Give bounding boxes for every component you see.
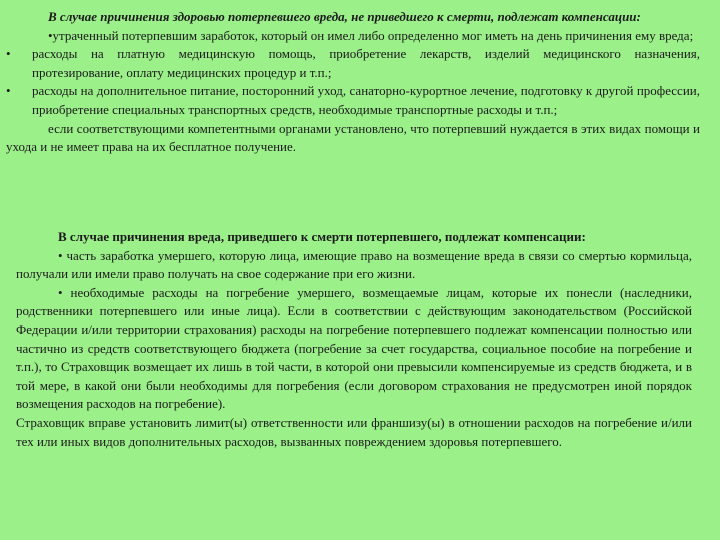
- section1-heading: В случае причинения здоровью потерпевшего вреда, не приведшего к смерти, подлежат компенсации:: [48, 9, 641, 24]
- section1-list-item: [6, 45, 700, 82]
- section1-lead-item: •утраченный потерпевшим заработок, который он имел либо определенно мог иметь на день причинения ему вреда;: [48, 27, 694, 43]
- bullet-icon: •: [6, 46, 11, 62]
- section1-closing: если соответствующими компетентными органами установлено, что потерпевший нуждается в этих видах помощи и ухода и не имеет права на их бесплатное получение.: [6, 120, 700, 155]
- section-injury-compensation: [6, 8, 700, 157]
- section-death-compensation: [16, 228, 692, 451]
- section2-item-funeral: • необходимые расходы на погребение умершего, возмещаемые лицам, которые их понесли (наследники, родственники потерпевшего или иные лица). Если в соответствии с действующим законодательством (Российской Федерации и/или территории страхования) расходы на погребение потерпевшего подлежат компенсации полностью или частично из средств соответствующего бюджета (погребение за счет государства, социальное пособие на погребение и т.п.), то Страховщик возмещает их лишь в той части, в которой они превысили компенсируемые из средств бюджета, и в той мере, в какой они были необходимы для погребения (если договором страхования не предусмотрен иной порядок возмещения расходов на погребение).: [16, 284, 692, 412]
- bullet-icon: •: [6, 83, 11, 99]
- section2-heading: В случае причинения вреда, приведшего к смерти потерпевшего, подлежат компенсации:: [58, 229, 586, 244]
- section2-closing: Страховщик вправе установить лимит(ы) ответственности или франшизу(ы) в отношении расходов на погребение и/или тех или иных видов дополнительных расходов, вызванных повреждением здоровья потерпевшего.: [16, 414, 692, 449]
- section1-item-text: расходы на платную медицинскую помощь, приобретение лекарств, изделий медицинского назначения, протезирование, оплату медицинских процедур и т.п.;: [32, 46, 700, 80]
- section1-list-item: [6, 82, 700, 119]
- section1-item-text: расходы на дополнительное питание, посторонний уход, санаторно-курортное лечение, подготовку к другой профессии, приобретение специальных транспортных средств, необходимые транспортные расходы и т.п.;: [32, 83, 700, 117]
- section2-item-earnings: • часть заработка умершего, которую лица, имеющие право на возмещение вреда в связи со смертью кормильца, получали или имели право получать на свое содержание при его жизни.: [16, 247, 692, 282]
